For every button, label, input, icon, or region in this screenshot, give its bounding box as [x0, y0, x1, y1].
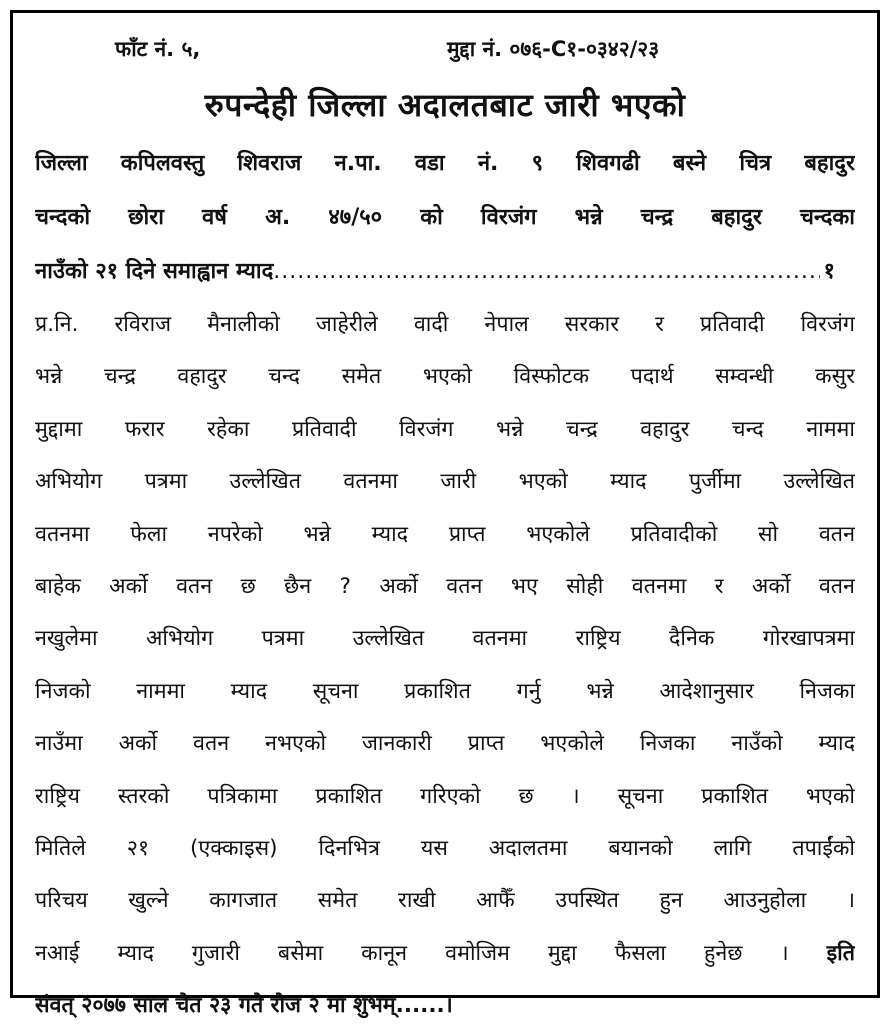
body-line: मुद्दामा फरार रहेका प्रतिवादी विरजंग भन्ने चन्द्र वहादुर चन्द नाममा [35, 416, 855, 442]
subject-line-3-text: नाउँको २१ दिने समाह्वान म्याद [35, 259, 274, 284]
notice-body [35, 299, 855, 1032]
body-line: नखुलेमा अभियोग पत्रमा उल्लेखित वतनमा राष्ट्रिय दैनिक गोरखापत्रमा [35, 626, 855, 652]
body-line: प्र.नि. रविराज मैनालीको जाहेरीले वादी नेपाल सरकार र प्रतिवादी विरजंग [35, 312, 855, 337]
subject-line-2: चन्दको छोरा वर्ष अ. ४७/५० को विरजंग भन्ने चन्द्र बहादुर चन्दका [35, 205, 855, 230]
body-line: भन्ने चन्द्र वहादुर चन्द समेत भएको विस्फोटक पदार्थ सम्वन्धी कसुर [35, 364, 855, 390]
body-line: अभियोग पत्रमा उल्लेखित वतनमा जारी भएको म्याद पुर्जीमा उल्लेखित [35, 469, 855, 495]
body-line: वतनमा फेला नपरेको भन्ने म्याद प्राप्त भएकोले प्रतिवादीको सो वतन [35, 521, 855, 547]
dotted-leader [273, 245, 819, 299]
notice-content [35, 13, 855, 1019]
body-line-13 [35, 928, 855, 980]
notice-frame [10, 10, 880, 1019]
subject-line-3 [35, 245, 855, 299]
body-line-13-text: नआई म्याद गुजारी बसेमा कानून वमोजिम मुद्दा फैसला हुनेछ । [35, 940, 789, 966]
subject-number: १ [823, 259, 835, 284]
body-line: नाउँमा अर्को वतन नभएको जानकारी प्राप्त भएकोले निजका नाउँको म्याद [35, 731, 855, 757]
body-line: बाहेक अर्को वतन छ छैन ? अर्को वतन भए सोही वतनमा र अर्को वतन [35, 573, 855, 599]
notice-header [35, 35, 855, 65]
case-number: मुद्दा नं. ०७६-C१-०३४२/२३ [447, 37, 660, 61]
notice-subject [35, 137, 855, 299]
subject-line-1: जिल्ला कपिलवस्तु शिवराज न.पा. वडा नं. ९ शिवगढी बस्ने चित्र बहादुर [35, 151, 855, 176]
body-line: राष्ट्रिय स्तरको पत्रिकामा प्रकाशित गरिएको छ । सूचना प्रकाशित भएको [35, 783, 855, 809]
font-number: फाँट नं. ५, [115, 37, 201, 61]
iti-word: इति [826, 940, 855, 966]
notice-title: रुपन्देही जिल्ला अदालतबाट जारी भएको [204, 86, 686, 124]
body-line: परिचय खुल्ने कागजात समेत राखी आफैँ उपस्थित हुन आउनुहोला । [35, 888, 855, 914]
body-line: मितिले २१ (एक्काइस) दिनभित्र यस अदालतमा बयानको लागि तपाईंको [35, 835, 855, 861]
closing-line: संवत् २०७७ साल चैत २३ गते रोज २ मा शुभम्......। [35, 993, 453, 1019]
body-line: निजको नाममा म्याद सूचना प्रकाशित गर्नु भन्ने आदेशानुसार निजका [35, 678, 855, 704]
